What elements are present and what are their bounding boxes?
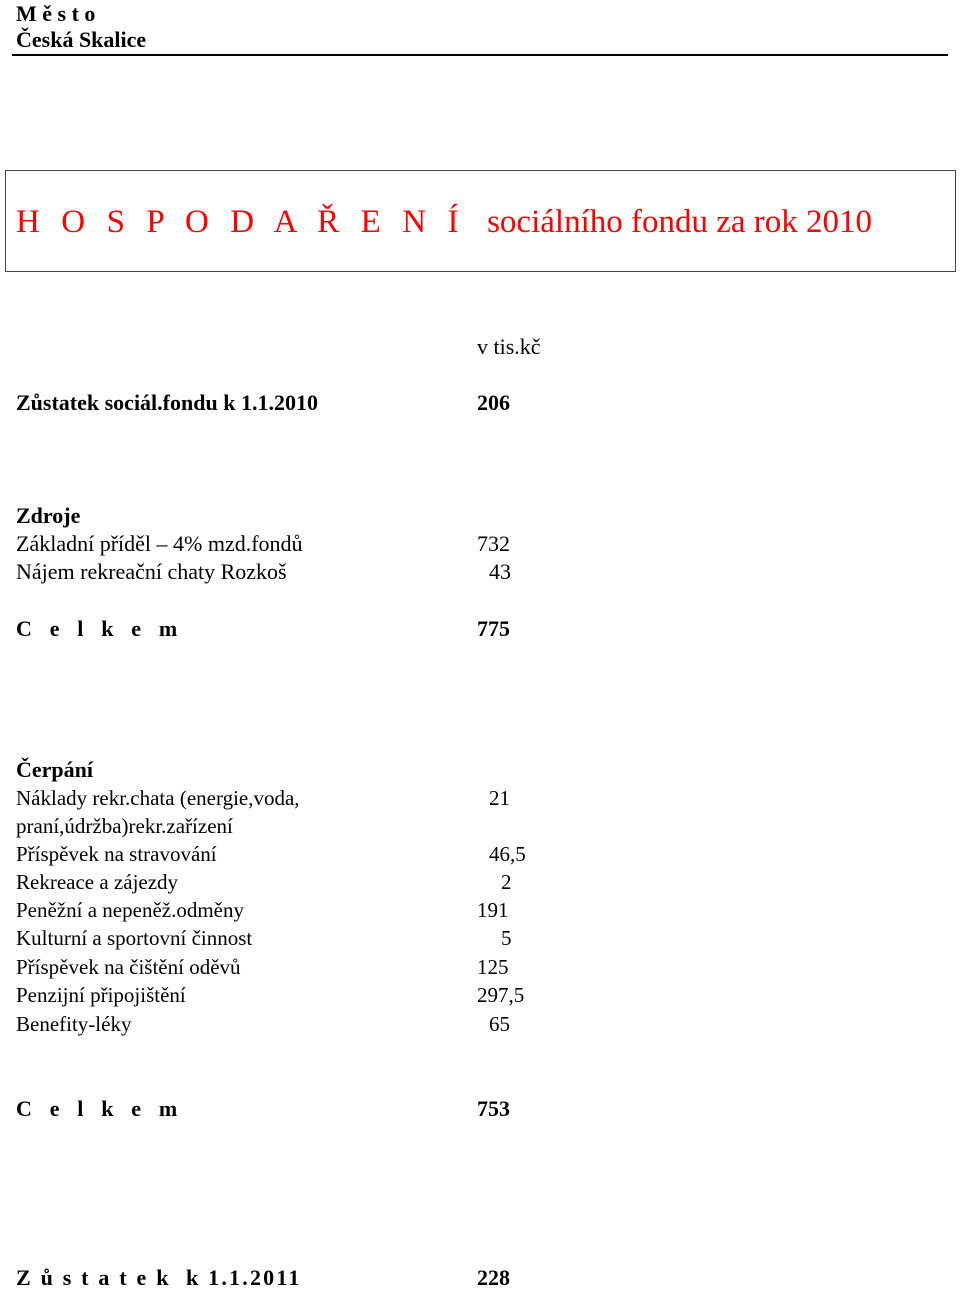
- source-item-value: 43: [489, 559, 511, 584]
- source-item-label: Nájem rekreační chaty Rozkoš: [16, 559, 287, 584]
- spending-item-value: 5: [501, 926, 512, 950]
- spending-item-label: Peněžní a nepeněž.odměny: [16, 898, 244, 922]
- header-divider: [12, 54, 948, 56]
- sources-total-label: C e l k e m: [16, 616, 184, 641]
- spending-item-label: praní,údržba)rekr.zařízení: [16, 814, 233, 838]
- city-name: Česká Skalice: [16, 27, 147, 52]
- spending-item-value: 21: [489, 786, 510, 810]
- spending-item-label: Příspěvek na čištění oděvů: [16, 955, 241, 979]
- spending-total-label: C e l k e m: [16, 1096, 184, 1121]
- title-sub: sociálního fondu za rok 2010: [487, 204, 873, 240]
- spending-item-label: Příspěvek na stravování: [16, 842, 217, 866]
- spending-item-label: Penzijní připojištění: [16, 983, 186, 1007]
- city-label: M ě s t o: [16, 1, 96, 26]
- sources-total-value: 775: [477, 616, 510, 641]
- spending-total-value: 753: [477, 1096, 510, 1121]
- closing-balance-label: Z ů s t a t e k k 1.1.2011: [16, 1265, 302, 1290]
- spending-item-value: 125: [477, 955, 509, 979]
- page-title: [16, 200, 872, 244]
- opening-balance-value: 206: [477, 390, 510, 415]
- spending-item-value: 65: [489, 1012, 510, 1036]
- spending-heading: Čerpání: [16, 757, 93, 782]
- sources-heading: Zdroje: [16, 503, 81, 528]
- title-main: H O S P O D A Ř E N Í: [16, 204, 466, 240]
- closing-balance-value: 228: [477, 1265, 510, 1290]
- source-item-value: 732: [477, 531, 510, 556]
- spending-item-value: 46,5: [489, 842, 526, 866]
- unit-label: v tis.kč: [477, 334, 541, 359]
- opening-balance-label: Zůstatek sociál.fondu k 1.1.2010: [16, 390, 318, 415]
- source-item-label: Základní příděl – 4% mzd.fondů: [16, 531, 303, 556]
- spending-item-label: Rekreace a zájezdy: [16, 870, 179, 894]
- spending-item-label: Benefity-léky: [16, 1012, 132, 1036]
- spending-item-label: Náklady rekr.chata (energie,voda,: [16, 786, 300, 810]
- spending-item-value: 297,5: [477, 983, 525, 1007]
- spending-item-value: 2: [501, 870, 512, 894]
- spending-item-label: Kulturní a sportovní činnost: [16, 926, 253, 950]
- spending-item-value: 191: [477, 898, 509, 922]
